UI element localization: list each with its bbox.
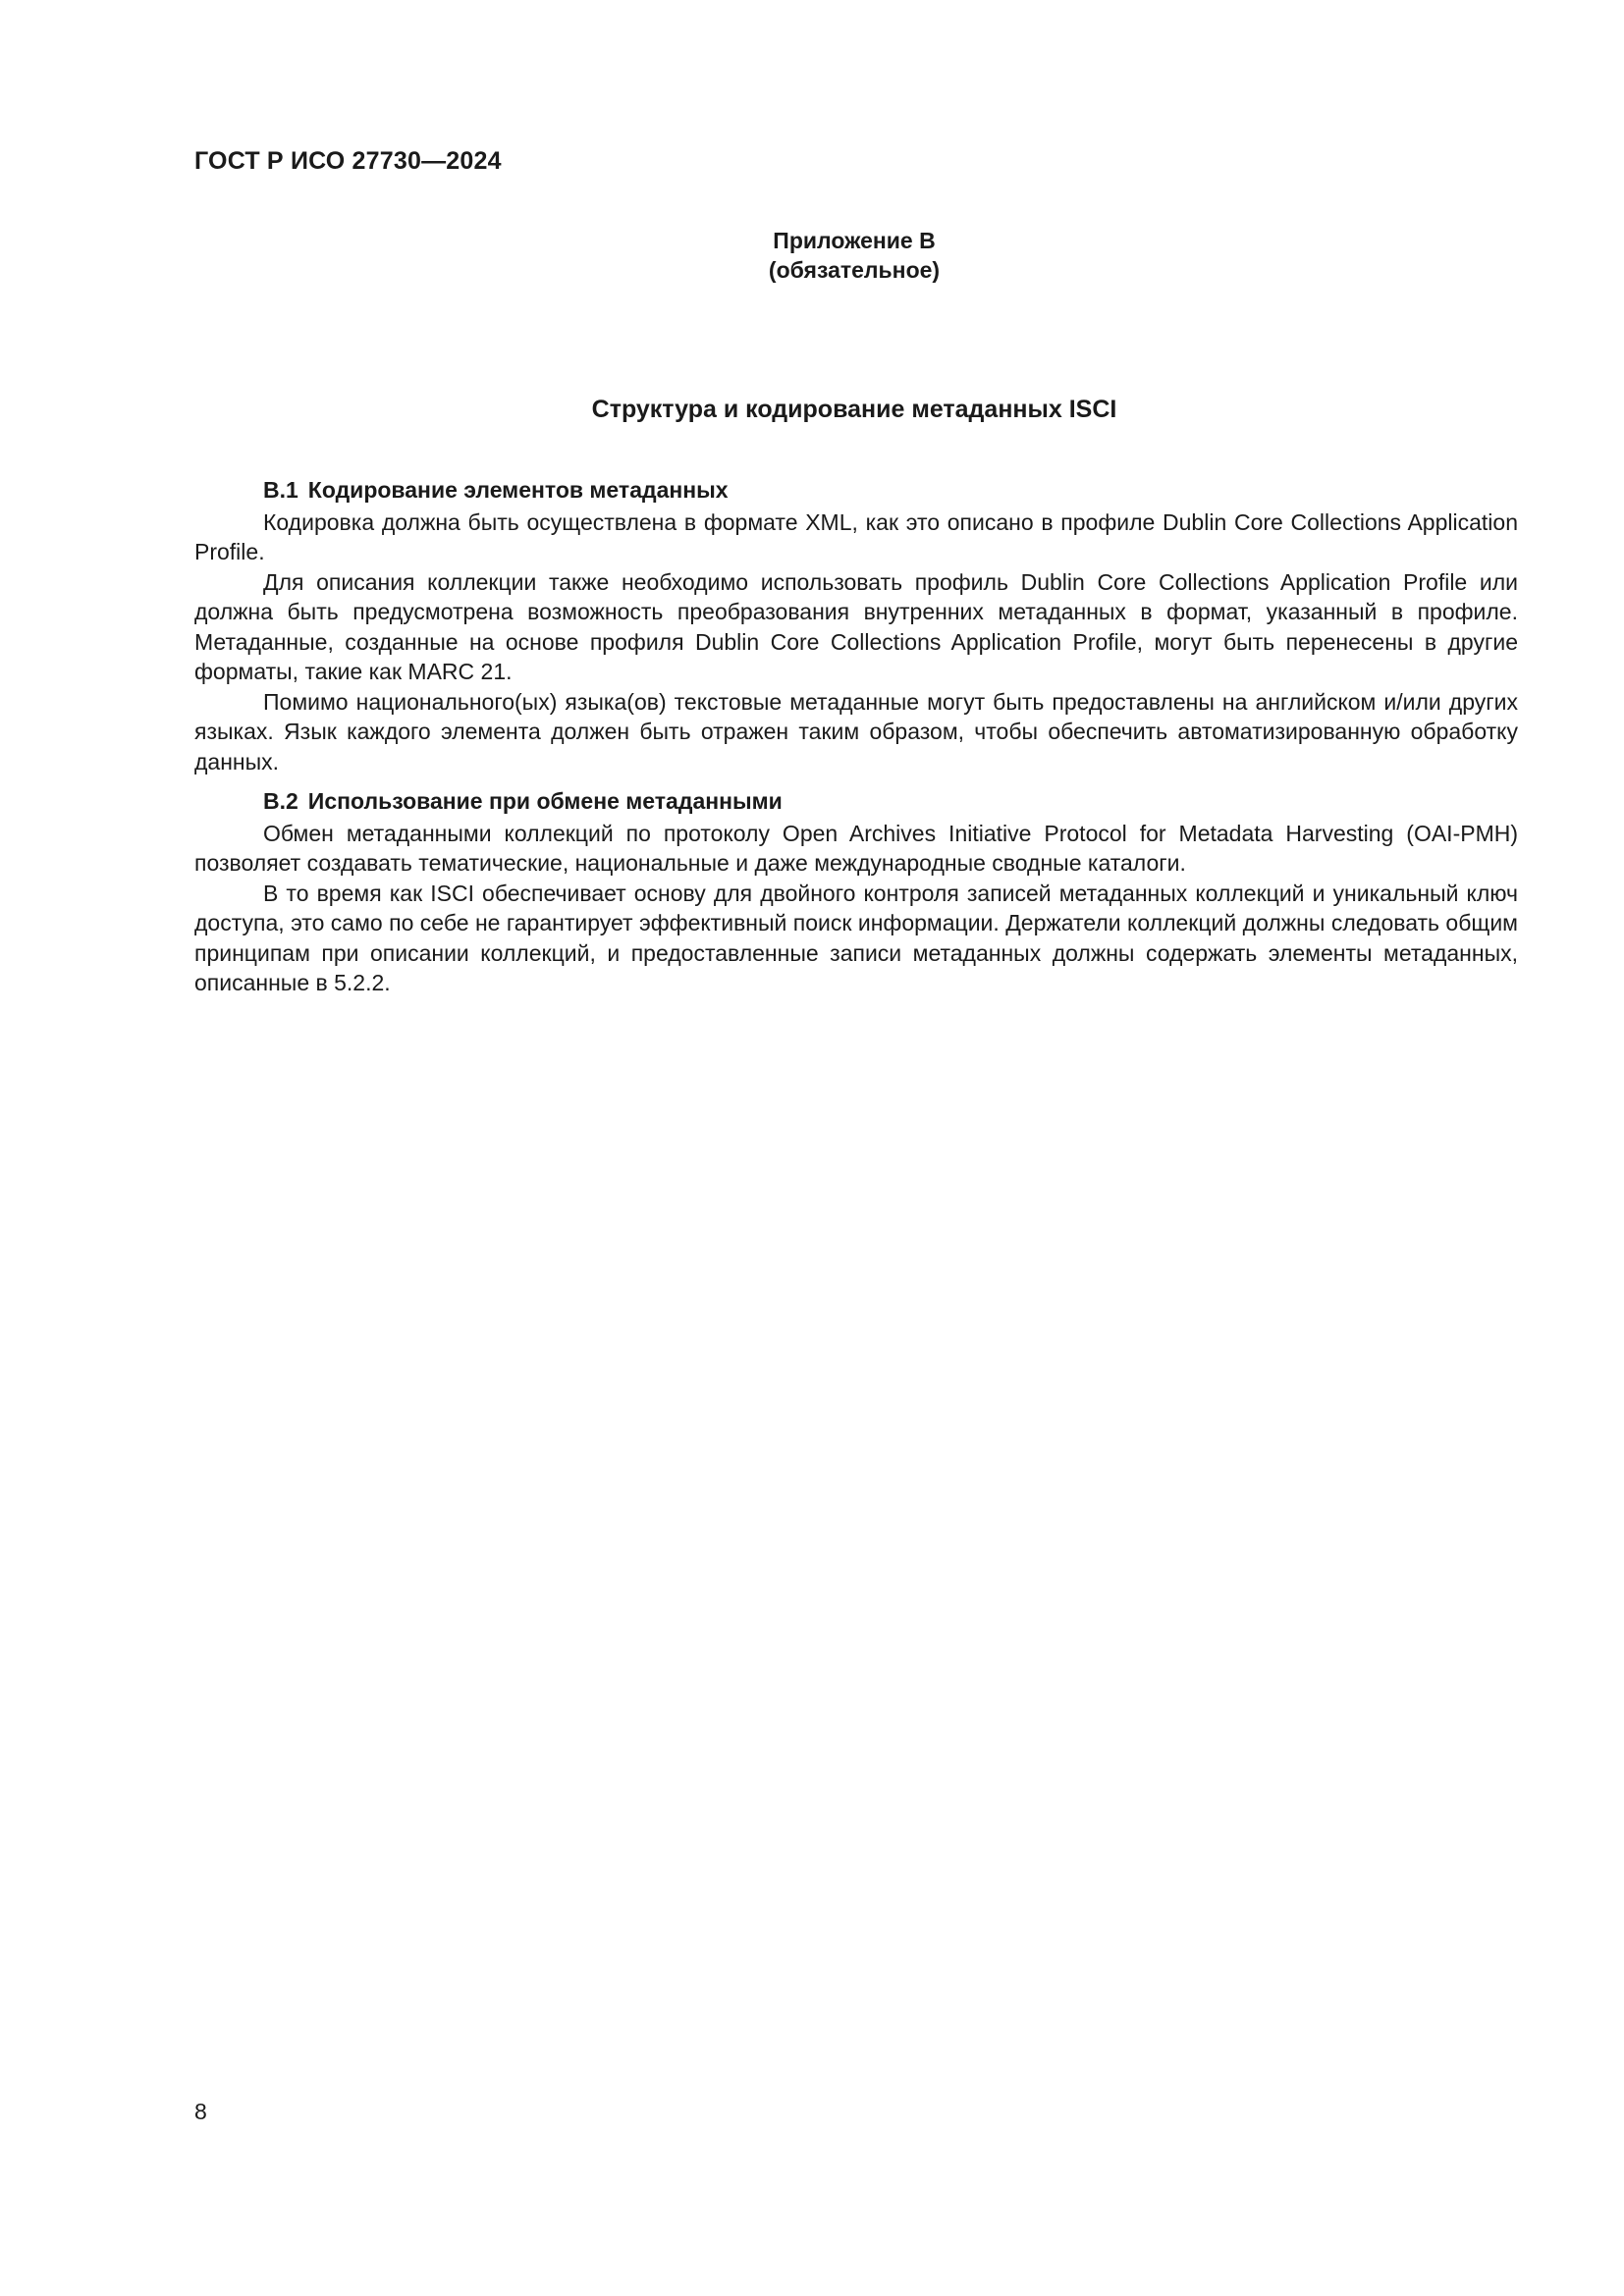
document-id: ГОСТ Р ИСО 27730—2024 bbox=[194, 147, 502, 175]
document-body bbox=[194, 475, 1518, 998]
section-number: В.1 bbox=[263, 477, 298, 503]
section-heading bbox=[194, 786, 1518, 817]
page-number: 8 bbox=[194, 2099, 207, 2124]
paragraph: Кодировка должна быть осуществлена в формате XML, как это описано в профиле Dublin Core Collections Application Profile. bbox=[194, 508, 1518, 564]
section-title: Использование при обмене метаданными bbox=[307, 788, 783, 814]
annex-title: Приложение В bbox=[773, 228, 936, 253]
paragraph: В то время как ISCI обеспечивает основу для двойного контроля записей метаданных коллекций и уникальный ключ доступа, это само по себе не гарантирует эффективный поиск информации. Держатели коллекций должны следовать общим принципам при описании коллекций, и предоставленные записи метаданных должны содержать элементы метаданных, описанные в 5.2.2. bbox=[194, 880, 1518, 995]
section-title: Кодирование элементов метаданных bbox=[307, 477, 729, 503]
paragraph: Помимо национального(ых) языка(ов) текстовые метаданные могут быть предоставлены на английском и/или других языках. Язык каждого элемента должен быть отражен таким образом, чтобы обеспечить автоматизированную обработку данных. bbox=[194, 688, 1518, 774]
section-number: В.2 bbox=[263, 788, 298, 814]
section-heading bbox=[194, 475, 1518, 506]
section-b2 bbox=[194, 786, 1518, 998]
paragraph: Для описания коллекции также необходимо использовать профиль Dublin Core Collections Application Profile или должна быть предусмотрена возможность преобразования внутренних метаданных в формат, указанный в профиле. Метаданные, созданные на основе профиля Dublin Core Collections Application Profile, могут быть перенесены в другие форматы, такие как MARC 21. bbox=[194, 568, 1518, 684]
annex-status: (обязательное) bbox=[768, 257, 941, 283]
section-b1 bbox=[194, 475, 1518, 776]
paragraph: Обмен метаданными коллекций по протоколу Open Archives Initiative Protocol for Metadata Harvesting (OAI-PMH) позволяет создавать тематические, национальные и даже международные сводные каталоги. bbox=[194, 820, 1518, 876]
annex-heading: Структура и кодирование метаданных ISCI bbox=[591, 396, 1117, 423]
